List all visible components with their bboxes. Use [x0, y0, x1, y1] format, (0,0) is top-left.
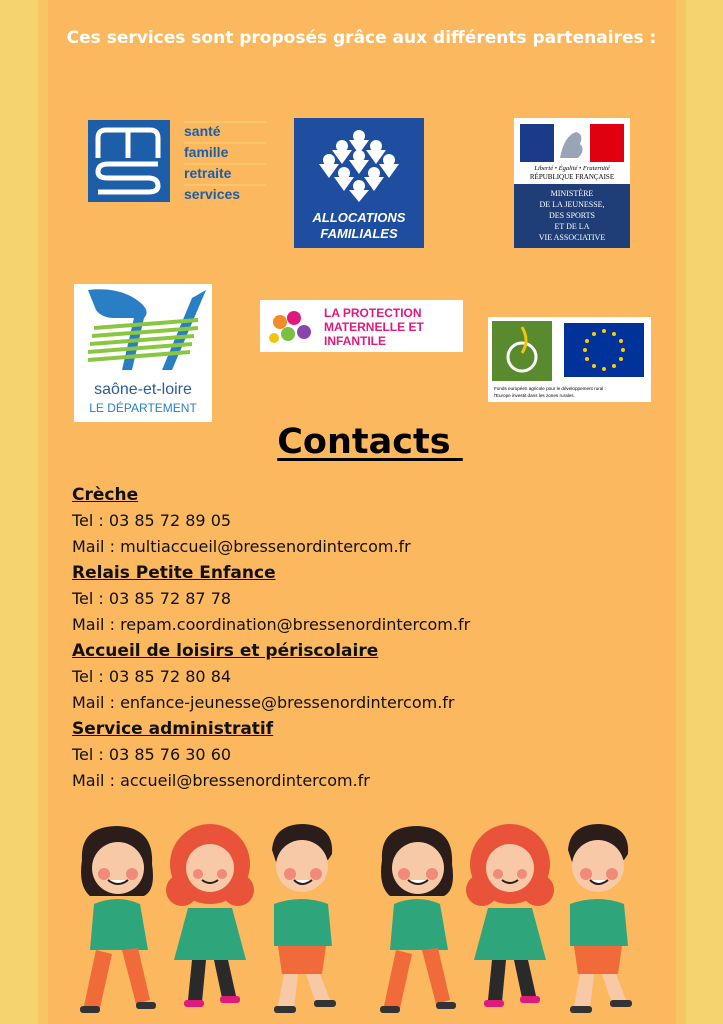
child-girl-red-1 [166, 824, 254, 1007]
msa-line-4: services [184, 186, 241, 202]
left-edge-stripe [38, 0, 48, 1024]
pmi-line-3: INFANTILE [324, 334, 386, 348]
pmi-line-1: LA PROTECTION [324, 306, 422, 320]
right-edge-stripe [676, 0, 686, 1024]
email-text: Mail : accueil@bressenordintercom.fr [72, 771, 370, 790]
msa-line-2: famille [184, 144, 229, 160]
saone-line-2: LE DÉPARTEMENT [89, 401, 197, 415]
partners-header: Ces services sont proposés grâce aux différents partenaires : [66, 28, 657, 48]
pmi-line-2: MATERNELLE ET [324, 320, 424, 334]
saone-et-loire-logo [74, 284, 212, 422]
section-title: Crèche [72, 485, 139, 505]
pmi-logo [260, 300, 463, 352]
caf-logo [294, 118, 424, 248]
email-text: Mail : multiaccueil@bressenordintercom.fr [72, 537, 411, 556]
ministere-motto: Liberté • Égalité • Fraternité [534, 165, 610, 172]
child-girl-dark-1 [80, 826, 156, 1013]
children-illustration [60, 820, 660, 1020]
contact-section-creche [72, 482, 470, 560]
child-boy-2 [568, 824, 632, 1013]
phone-text: Tel : 03 85 76 30 60 [72, 745, 232, 764]
leader-eu-logo [488, 317, 651, 402]
caf-line-1: ALLOCATIONS [312, 210, 406, 225]
ministere-logo [514, 118, 630, 248]
contact-section-admin [72, 716, 470, 794]
leader-caption-1: Fonds européen agricole pour le développement rural : [494, 386, 606, 391]
email-text: Mail : enfance-jeunesse@bressenordintercom.fr [72, 693, 455, 712]
msa-line-3: retraite [184, 165, 232, 181]
msa-line-1: santé [184, 123, 221, 139]
phone-text: Tel : 03 85 72 89 05 [72, 511, 232, 530]
section-title: Service administratif [72, 719, 274, 739]
ministere-line-3: DES SPORTS [549, 211, 595, 220]
child-girl-red-2 [466, 824, 554, 1007]
email-text: Mail : repam.coordination@bressenordintercom.fr [72, 615, 471, 634]
section-title: Accueil de loisirs et périscolaire [72, 641, 379, 661]
leader-caption-2: l'Europe investit dans les zones rurales. [494, 393, 575, 398]
ministere-line-4: ET DE LA [554, 222, 590, 231]
ministere-line-1: MINISTÈRE [550, 189, 594, 198]
section-title: Relais Petite Enfance [72, 563, 276, 583]
ministere-line-5: VIE ASSOCIATIVE [538, 233, 606, 242]
phone-text: Tel : 03 85 72 87 78 [72, 589, 232, 608]
contact-section-accueil [72, 638, 470, 716]
child-boy-1 [272, 824, 336, 1013]
ministere-republic: RÉPUBLIQUE FRANÇAISE [529, 173, 615, 181]
contact-list [72, 482, 470, 794]
ministere-line-2: DE LA JEUNESSE, [539, 200, 605, 209]
caf-line-2: FAMILIALES [320, 226, 398, 241]
msa-logo [88, 118, 266, 204]
saone-line-1: saône-et-loire [94, 381, 192, 398]
contact-section-relais [72, 560, 470, 638]
phone-text: Tel : 03 85 72 80 84 [72, 667, 232, 686]
child-girl-dark-2 [380, 826, 456, 1013]
contacts-title: Contacts [277, 422, 463, 462]
